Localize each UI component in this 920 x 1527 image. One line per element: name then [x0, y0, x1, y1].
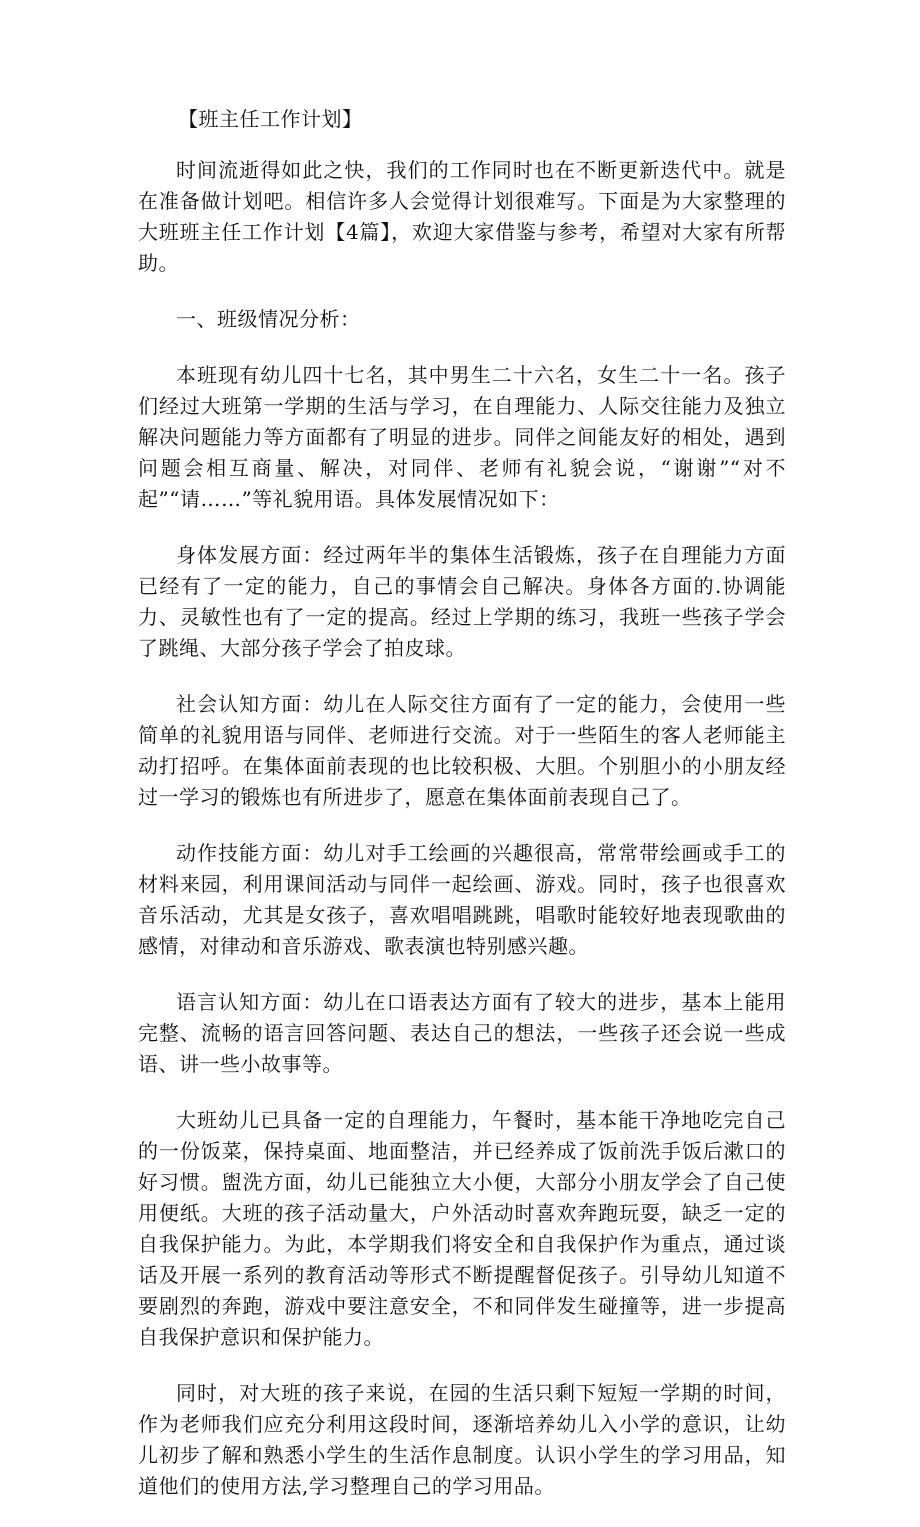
paragraph-class-overview: 本班现有幼儿四十七名，其中男生二十六名，女生二十一名。孩子们经过大班第一学期的生活与学习，在自理能力、人际交往能力及独立解决问题能力等方面都有了明显的进步。同伴之间能友好的相处，遇到问题会相互商量、解决，对同伴、老师有礼貌会说，“谢谢”“对不起”“请……”等礼貌用语。具体发展情况如下：: [138, 363, 786, 511]
section-heading: 一、班级情况分析：: [176, 307, 361, 331]
paragraph-physical-development: 身体发展方面：经过两年半的集体生活锻炼，孩子在自理能力方面已经有了一定的能力，自己的事情会自己解决。身体各方面的.协调能力、灵敏性也有了一定的提高。经过上学期的练习，我班一些孩子学会了跳绳、大部分孩子学会了拍皮球。: [138, 543, 786, 660]
intro-paragraph: 时间流逝得如此之快，我们的工作同时也在不断更新迭代中。就是在准备做计划吧。相信许多人会觉得计划很难写。下面是为大家整理的大班班主任工作计划【4篇】，欢迎大家借鉴与参考，希望对大家有所帮助。: [138, 158, 786, 275]
paragraph-motor-skills: 动作技能方面：幼儿对手工绘画的兴趣很高，常常带绘画或手工的材料来园，利用课间活动与同伴一起绘画、游戏。同时，孩子也很喜欢音乐活动，尤其是女孩子，喜欢唱唱跳跳，唱歌时能较好地表现歌曲的感情，对律动和音乐游戏、歌表演也特别感兴趣。: [138, 841, 786, 958]
paragraph-language-cognition: 语言认知方面：幼儿在口语表达方面有了较大的进步，基本上能用完整、流畅的语言回答问题、表达自己的想法，一些孩子还会说一些成语、讲一些小故事等。: [138, 990, 786, 1076]
paragraph-self-care: 大班幼儿已具备一定的自理能力，午餐时，基本能干净地吃完自己的一份饭菜，保持桌面、地面整洁，并已经养成了饭前洗手饭后漱口的好习惯。盥洗方面，幼儿已能独立大小便，大部分小朋友学会了自己使用便纸。大班的孩子活动量大，户外活动时喜欢奔跑玩耍，缺乏一定的自我保护能力。为此，本学期我们将安全和自我保护作为重点，通过谈话及开展一系列的教育活动等形式不断提醒督促孩子。引导幼儿知道不要剧烈的奔跑，游戏中要注意安全，不和同伴发生碰撞等，进一步提高自我保护意识和保护能力。: [138, 1108, 786, 1349]
paragraph-social-cognition: 社会认知方面：幼儿在人际交往方面有了一定的能力，会使用一些简单的礼貌用语与同伴、老师进行交流。对于一些陌生的客人老师能主动打招呼。在集体面前表现的也比较积极、大胆。个别胆小的小朋友经过一学习的锻炼也有所进步了，愿意在集体面前表现自己了。: [138, 692, 786, 809]
document-title: 【班主任工作计划】: [178, 107, 363, 131]
paragraph-school-readiness: 同时，对大班的孩子来说，在园的生活只剩下短短一学期的时间，作为老师我们应充分利用这段时间，逐渐培养幼儿入小学的意识，让幼儿初步了解和熟悉小学生的生活作息制度。认识小学生的学习用品，知道他们的使用方法,学习整理自己的学习用品。: [138, 1381, 786, 1498]
document-page: [138, 104, 786, 1527]
